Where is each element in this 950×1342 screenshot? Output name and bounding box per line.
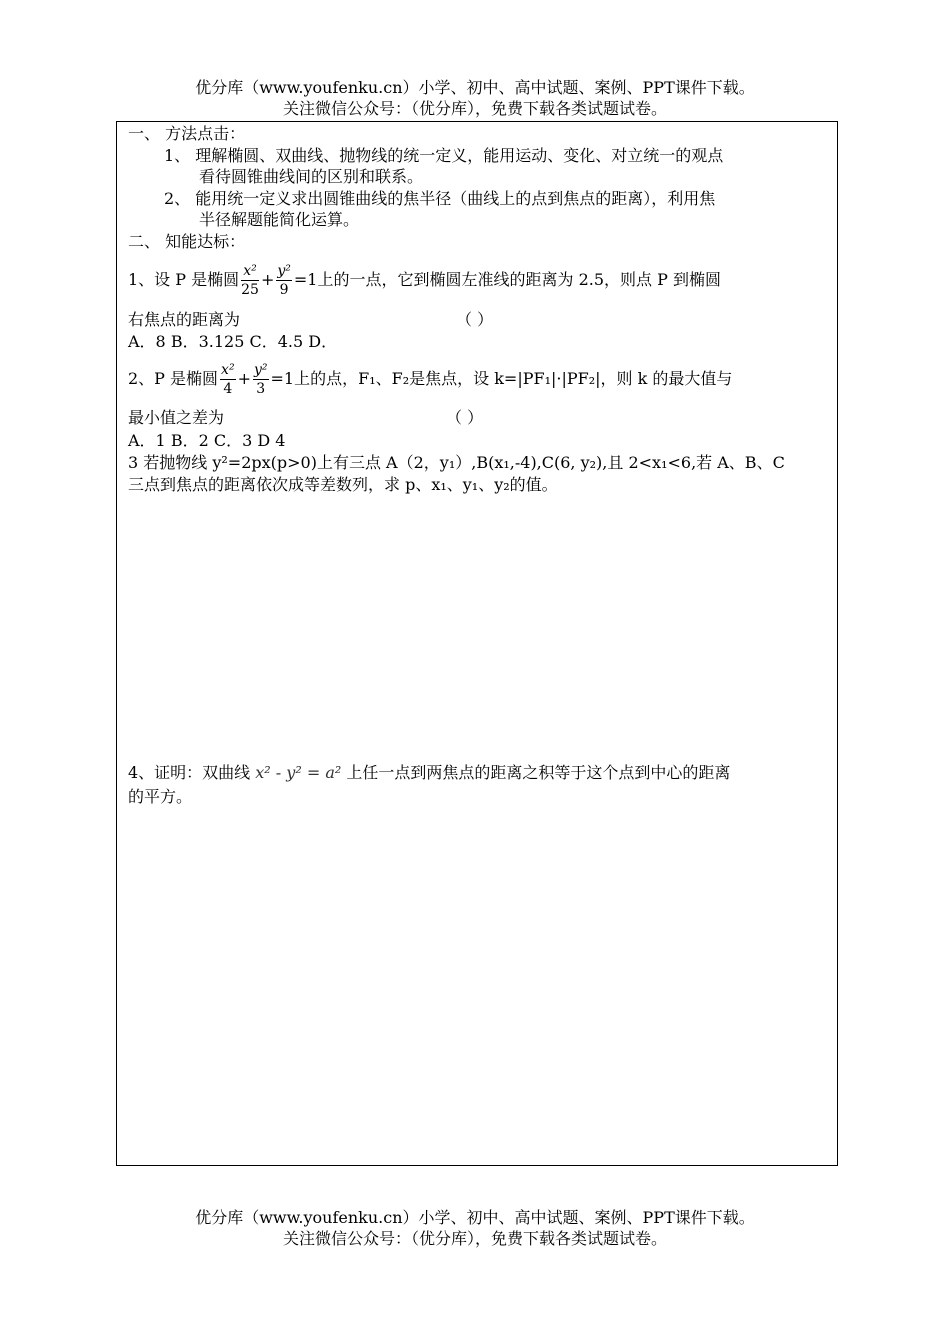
section1-title: 一、 方法点击： xyxy=(128,124,246,143)
header-line-2: 关注微信公众号：（优分库），免费下载各类试题试卷。 xyxy=(282,99,667,118)
q4-formula: x² - y² = a² xyxy=(255,763,342,782)
question-4-line2: 的平方。 xyxy=(128,787,193,806)
section1-item2-line1: 2、 能用统一定义求出圆锥曲线的焦半径（曲线上的点到焦点的距离），利用焦 xyxy=(164,189,716,208)
q1-fraction-y: $\frac{\text{y²}}{9}$ xyxy=(277,263,291,298)
q1-equals: =1 xyxy=(293,270,318,289)
question-3-line2: 三点到焦点的距离依次成等差数列，求 p、x₁、y₁、y₂的值。 xyxy=(128,475,558,494)
question-1-answer-paren: （ ） xyxy=(456,310,494,329)
q1-fraction-x: $\frac{\text{x²}}{25}$ xyxy=(241,263,259,298)
question-1-options: A．8 B．3.125 C．4.5 D． xyxy=(128,332,338,351)
question-2-options: A．1 B．2 C．3 D 4 xyxy=(128,431,286,450)
q2-text: 上的点，F₁、F₂是焦点，设 k=|PF₁|·|PF₂|，则 k 的最大值与 xyxy=(294,369,733,388)
section1-item1-line2: 看待圆锥曲线间的区别和联系。 xyxy=(199,167,424,186)
q1-text: 上的一点，它到椭圆左准线的距离为 2.5，则点 P 到椭圆 xyxy=(317,270,721,289)
footer-line-1: 优分库（www.youfenku.cn）小学、初中、高中试题、案例、PPT课件下载。 xyxy=(195,1208,755,1227)
q4-prefix: 4、证明：双曲线 xyxy=(128,763,251,782)
question-2-line1: 2、P 是椭圆 $\frac{\text{x²}}{4}$ + $\frac{\text{y²}}{3}$ =1上的点，F₁、F₂是焦点，设 k=|PF₁|·|PF₂|，则 k 的最大值与 xyxy=(128,362,733,397)
question-1-line1: 1、设 P 是椭圆 $\frac{\text{x²}}{25}$ + $\frac{\text{y²}}{9}$ =1上的一点，它到椭圆左准线的距离为 2.5，则点 P 到椭圆 xyxy=(128,263,721,298)
q4-text: 上任一点到两焦点的距离之积等于这个点到中心的距离 xyxy=(346,763,731,782)
question-3-line1: 3 若抛物线 y²=2px(p>0)上有三点 A（2，y₁）,B(x₁,-4),C(6, y₂),且 2<x₁<6,若 A、B、C xyxy=(128,453,785,472)
q2-prefix: 2、P 是椭圆 xyxy=(128,369,219,388)
footer-line-2: 关注微信公众号：（优分库），免费下载各类试题试卷。 xyxy=(282,1229,667,1248)
question-2-line2: 最小值之差为 xyxy=(128,408,225,427)
q2-fraction-x: $\frac{\text{x²}}{4}$ xyxy=(221,362,235,397)
q1-prefix: 1、设 P 是椭圆 xyxy=(128,270,240,289)
section1-item1-line1: 1、 理解椭圆、双曲线、抛物线的统一定义，能用运动、变化、对立统一的观点 xyxy=(164,146,724,165)
header-line-1: 优分库（www.youfenku.cn）小学、初中、高中试题、案例、PPT课件下载。 xyxy=(195,78,755,97)
q2-equals: =1 xyxy=(270,369,295,388)
question-4-line1 xyxy=(128,762,730,783)
question-2-answer-paren: （ ） xyxy=(446,408,484,427)
section1-item2-line2: 半径解题能简化运算。 xyxy=(199,210,360,229)
question-1-line2: 右焦点的距离为 xyxy=(128,310,241,329)
q2-fraction-y: $\frac{\text{y²}}{3}$ xyxy=(253,362,268,397)
section2-title: 二、 知能达标： xyxy=(128,232,246,251)
